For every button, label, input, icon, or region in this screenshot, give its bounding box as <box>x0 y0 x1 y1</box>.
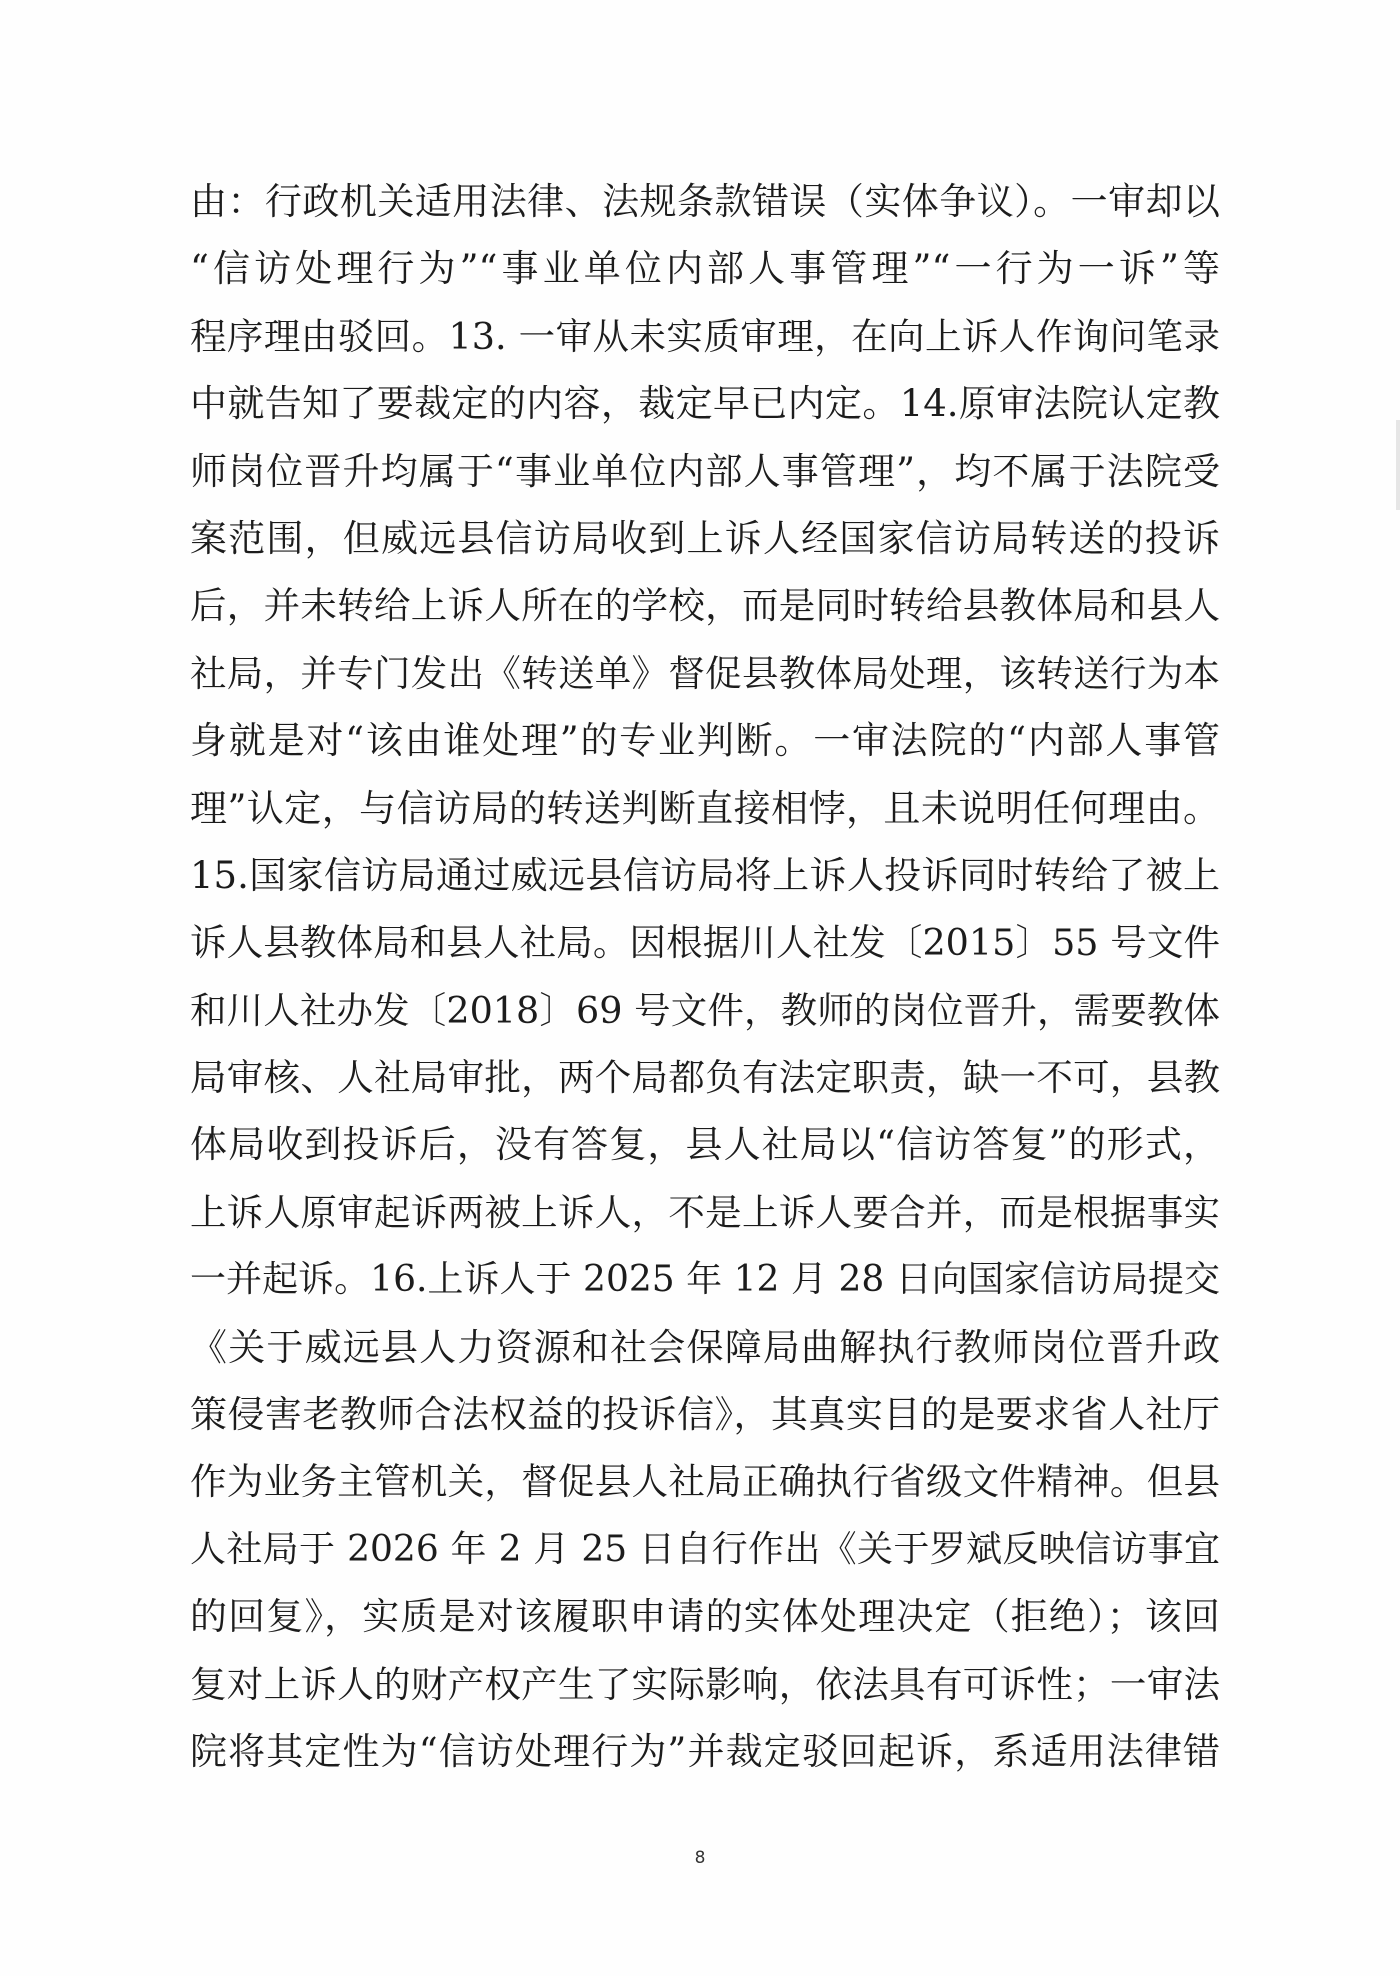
text-line: 复对上诉人的财产权产生了实际影响，依法具有可诉性；一审法 <box>190 1662 1220 1706</box>
text-line: 局审核、人社局审批，两个局都负有法定职责，缺一不可，县教 <box>190 1056 1220 1100</box>
text-line: 《关于威远县人力资源和社会保障局曲解执行教师岗位晋升政 <box>190 1325 1220 1369</box>
text-line: 15.国家信访局通过威远县信访局将上诉人投诉同时转给了被上 <box>190 853 1220 897</box>
text-line: “信访处理行为”“事业单位内部人事管理”“一行为一诉”等 <box>190 247 1220 291</box>
text-line: 案范围，但威远县信访局收到上诉人经国家信访局转送的投诉 <box>190 516 1220 560</box>
text-line: 理”认定，与信访局的转送判断直接相悖，且未说明任何理由。 <box>190 786 1220 830</box>
text-line: 体局收到投诉后，没有答复，县人社局以“信访答复”的形式， <box>190 1123 1220 1167</box>
text-line: 的回复》，实质是对该履职申请的实体处理决定（拒绝）；该回 <box>190 1595 1220 1639</box>
text-line: 作为业务主管机关，督促县人社局正确执行省级文件精神。但县 <box>190 1460 1220 1504</box>
text-line: 中就告知了要裁定的内容，裁定早已内定。14.原审法院认定教 <box>190 382 1220 426</box>
text-line: 一并起诉。16.上诉人于 2025 年 12 月 28 日向国家信访局提交 <box>190 1259 1220 1301</box>
scan-edge-artifact <box>1396 420 1400 510</box>
text-line: 人社局于 2026 年 2 月 25 日自行作出《关于罗斌反映信访事宜 <box>190 1528 1220 1570</box>
text-line: 身就是对“该由谁处理”的专业判断。一审法院的“内部人事管 <box>190 719 1220 763</box>
text-line: 师岗位晋升均属于“事业单位内部人事管理”，均不属于法院受 <box>190 449 1220 493</box>
text-line: 诉人县教体局和县人社局。因根据川人社发〔2015〕55 号文件 <box>190 921 1220 965</box>
text-line: 由：行政机关适用法律、法规条款错误（实体争议）。一审却以 <box>190 180 1220 223</box>
document-body <box>190 168 1220 1785</box>
text-line: 程序理由驳回。13. 一审从未实质审理，在向上诉人作询问笔录 <box>190 314 1220 358</box>
page-number: 8 <box>694 1848 706 1868</box>
text-line: 后，并未转给上诉人所在的学校，而是同时转给县教体局和县人 <box>190 584 1220 628</box>
text-line: 和川人社办发〔2018〕69 号文件，教师的岗位晋升，需要教体 <box>190 988 1220 1032</box>
text-line: 社局，并专门发出《转送单》督促县教体局处理，该转送行为本 <box>190 651 1220 695</box>
text-line: 院将其定性为“信访处理行为”并裁定驳回起诉，系适用法律错 <box>190 1729 1220 1773</box>
text-line: 策侵害老教师合法权益的投诉信》，其真实目的是要求省人社厅 <box>190 1393 1220 1437</box>
text-line: 上诉人原审起诉两被上诉人，不是上诉人要合并，而是根据事实 <box>190 1190 1220 1234</box>
